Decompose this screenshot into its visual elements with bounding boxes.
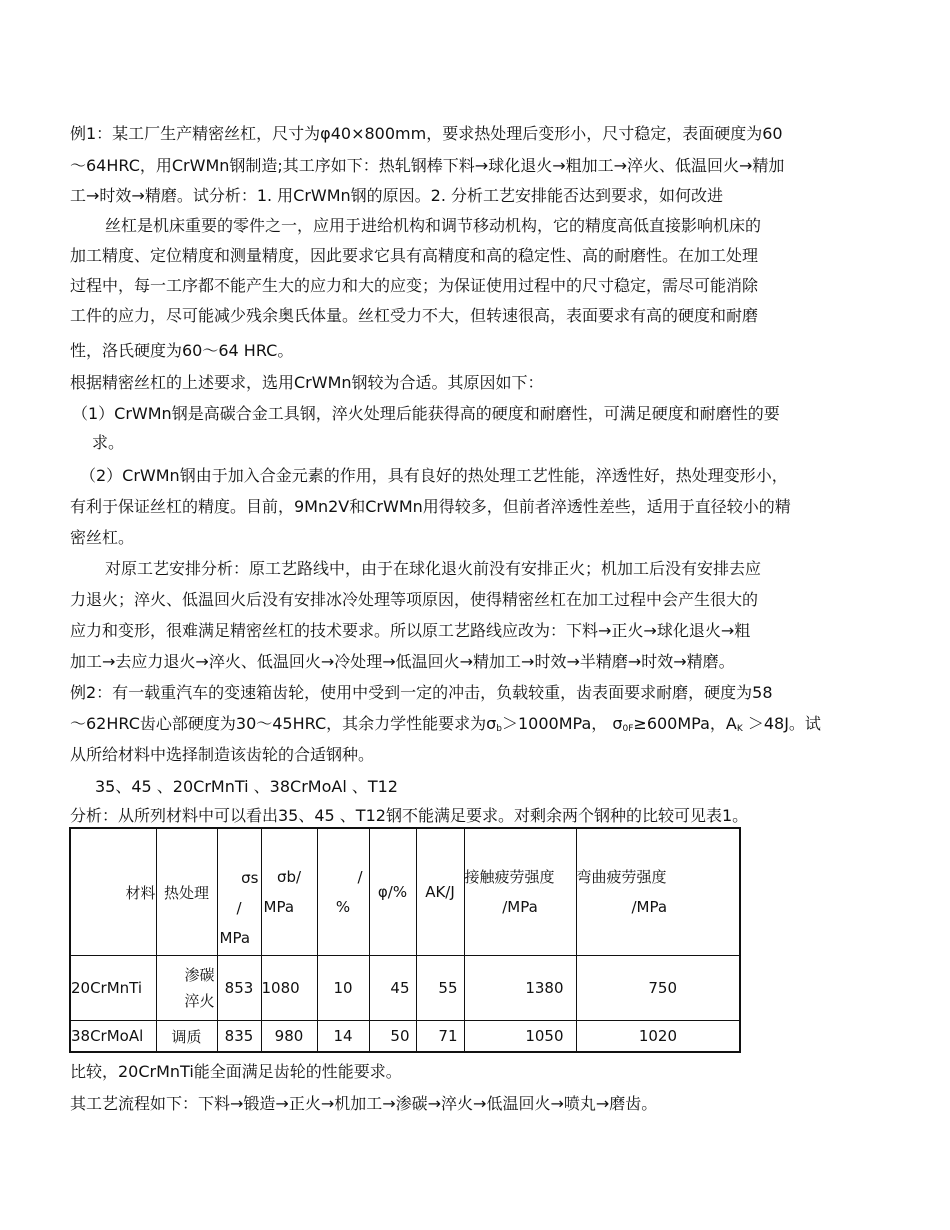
analysis-line-4: 加工→去应力退火→淬火、低温回火→冷处理→低温回火→精加工→时效→半精磨→时效→精磨。 <box>70 652 735 671</box>
cell-bending-fatigue: 1020 <box>576 1021 740 1053</box>
example2-line-2-g: ＞48J。试 <box>742 714 821 733</box>
analysis-line-3: 应力和变形，很难满足精密丝杠的技术要求。所以原工艺路线应改为：下料→正火→球化退火→粗 <box>70 621 751 640</box>
intro-line-5: 性，洛氏硬度为60～64 HRC。 <box>70 341 294 360</box>
cell-material: 20CrMnTi <box>70 956 156 1021</box>
table-row <box>70 1021 740 1053</box>
table-header-row <box>70 828 740 956</box>
header-contact-fatigue <box>464 828 576 956</box>
example2-line-2 <box>70 713 821 740</box>
header-bending-fatigue-1: 弯曲疲劳强度 <box>576 868 667 886</box>
cell-sigma-s: 853 <box>217 956 261 1021</box>
reason-2-line-3: 密丝杠。 <box>70 528 135 547</box>
header-sigma-b-1: σb/ <box>276 868 302 886</box>
cell-ak: 55 <box>416 956 464 1021</box>
reason-2-line-1: （2）CrWMn钢由于加入合金元素的作用，具有良好的热处理工艺性能，淬透性好，热处理变形小， <box>80 466 788 485</box>
sigma-0f-subscript: 0F <box>622 724 634 734</box>
header-sigma-s-3: MPa <box>219 929 251 947</box>
header-bending-fatigue-2: /MPa <box>631 898 668 916</box>
cell-sigma-b: 980 <box>261 1021 317 1053</box>
cell-delta: 14 <box>317 1021 369 1053</box>
cell-psi: 50 <box>369 1021 416 1053</box>
example2-line-3: 从所给材料中选择制造该齿轮的合适钢种。 <box>70 745 375 764</box>
cell-sigma-s: 835 <box>217 1021 261 1053</box>
sigma-b-subscript: b <box>496 724 502 734</box>
header-sigma-s-1: σs <box>241 869 259 887</box>
header-sigma-b-2: MPa <box>263 898 295 916</box>
conclusion-compare: 比较，20CrMnTi能全面满足齿轮的性能要求。 <box>70 1062 402 1081</box>
header-sigma-b <box>261 828 317 956</box>
intro-line-1: 丝杠是机床重要的零件之一，应用于进给机构和调节移动机构，它的精度高低直接影响机床的 <box>105 216 762 235</box>
ak-subscript: K <box>736 724 743 734</box>
material-list: 35、45 、20CrMnTi 、38CrMoAl 、T12 <box>95 777 398 796</box>
header-ak: AK/J <box>416 828 464 956</box>
analysis-line-1: 对原工艺安排分析：原工艺路线中，由于在球化退火前没有安排正火；机加工后没有安排去应 <box>105 559 762 578</box>
cell-contact-fatigue: 1050 <box>464 1021 576 1053</box>
header-sigma-s-2: / <box>236 899 242 917</box>
example2-analysis: 分析：从所列材料中可以看出35、45 、T12钢不能满足要求。对剩余两个钢种的比较可见表1。 <box>70 806 749 825</box>
cell-heat-treatment: 调质 <box>156 1021 217 1053</box>
cell-heat-treatment <box>156 956 217 1021</box>
header-contact-fatigue-2: /MPa <box>502 898 538 916</box>
header-material: 材料 <box>70 828 156 956</box>
table-row <box>70 956 740 1021</box>
reason-1-line-1: （1）CrWMn钢是高碳合金工具钢，淬火处理后能获得高的硬度和耐磨性，可满足硬度和耐磨性的要 <box>72 404 780 423</box>
header-psi: φ/% <box>369 828 416 956</box>
example2-line-2-a: ～62HRC齿心部硬度为30～45HRC，其余力学性能要求为σ <box>70 714 497 733</box>
example2-line-2-c: ＞1000MPa， σ <box>502 714 623 733</box>
example2-line-2-e: ≥600MPa，A <box>633 714 737 733</box>
example1-line-2: ～64HRC，用CrWMn钢制造;其工序如下：热轧钢棒下料→球化退火→粗加工→淬火、低温回火→精加 <box>70 156 785 175</box>
analysis-line-2: 力退火；淬火、低温回火后没有安排冰冷处理等项原因，使得精密丝杠在加工过程中会产生很大的 <box>70 590 759 609</box>
cell-heat-treatment-2: 淬火 <box>184 992 215 1010</box>
example1-line-3: 工→时效→精磨。试分析：1. 用CrWMn钢的原因。2. 分析工艺安排能否达到要求，如何改进 <box>70 186 724 205</box>
header-sigma-s <box>217 828 261 956</box>
reason-2-line-2: 有利于保证丝杠的精度。目前，9Mn2V和CrWMn用得较多，但前者淬透性差些，适用于直径较小的精 <box>70 497 791 516</box>
reason-lead: 根据精密丝杠的上述要求，选用CrWMn钢较为合适。其原因如下： <box>70 373 544 392</box>
cell-sigma-b: 1080 <box>261 956 317 1021</box>
cell-psi: 45 <box>369 956 416 1021</box>
cell-ak: 71 <box>416 1021 464 1053</box>
header-heat-treatment: 热处理 <box>156 828 217 956</box>
header-delta-2: % <box>335 898 351 916</box>
cell-material: 38CrMoAl <box>70 1021 156 1053</box>
cell-heat-treatment-1: 渗碳 <box>184 966 215 984</box>
cell-bending-fatigue: 750 <box>576 956 740 1021</box>
header-delta-1: / <box>357 868 363 886</box>
comparison-table <box>69 827 741 1053</box>
header-delta <box>317 828 369 956</box>
cell-contact-fatigue: 1380 <box>464 956 576 1021</box>
conclusion-process: 其工艺流程如下：下料→锻造→正火→机加工→渗碳→淬火→低温回火→喷丸→磨齿。 <box>70 1094 658 1113</box>
header-bending-fatigue <box>576 828 740 956</box>
intro-line-2: 加工精度、定位精度和测量精度，因此要求它具有高精度和高的稳定性、高的耐磨性。在加工处理 <box>70 246 759 265</box>
example2-line-1: 例2：有一载重汽车的变速箱齿轮，使用中受到一定的冲击，负载较重，齿表面要求耐磨，硬度为58 <box>70 683 773 702</box>
header-contact-fatigue-1: 接触疲劳强度 <box>464 868 555 886</box>
intro-line-4: 工件的应力，尽可能减少残余奥氏体量。丝杠受力不大，但转速很高，表面要求有高的硬度和耐磨 <box>70 306 759 325</box>
reason-1-line-2: 求。 <box>92 433 125 452</box>
intro-line-3: 过程中，每一工序都不能产生大的应力和大的应变；为保证使用过程中的尺寸稳定，需尽可能消除 <box>70 276 759 295</box>
cell-delta: 10 <box>317 956 369 1021</box>
example1-line-1: 例1：某工厂生产精密丝杠，尺寸为φ40×800mm，要求热处理后变形小，尺寸稳定，表面硬度为60 <box>70 124 783 143</box>
